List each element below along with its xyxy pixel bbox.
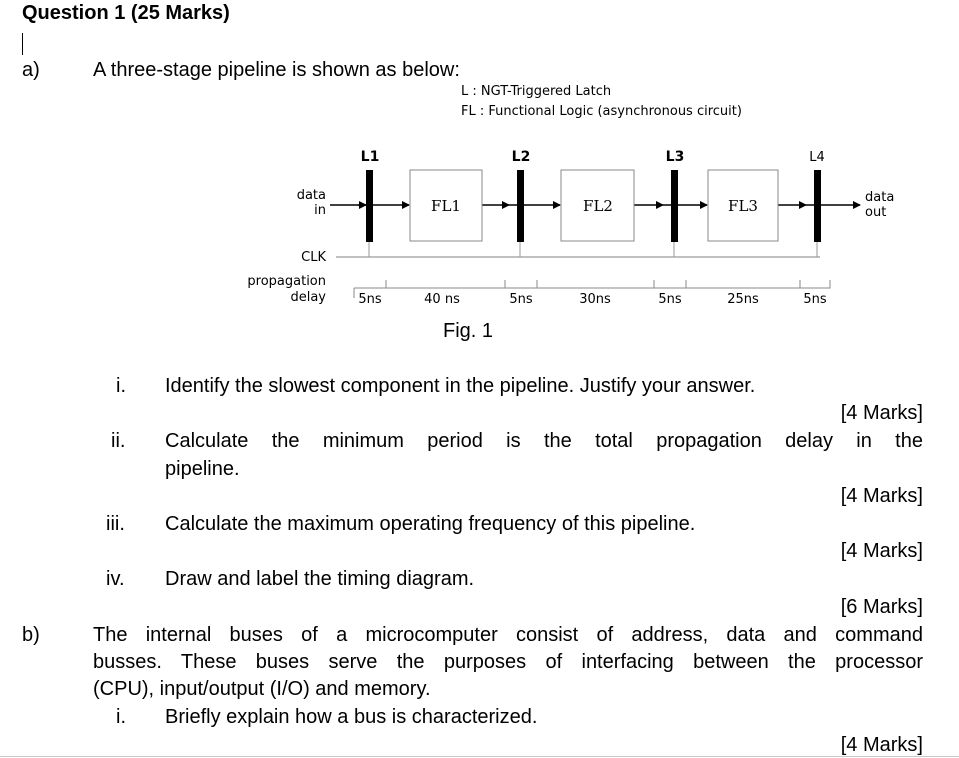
- data-in-label-2: in: [314, 203, 326, 218]
- item-a-iii-text: Calculate the maximum operating frequency of this pipeline.: [165, 513, 696, 535]
- item-a-i-number: i.: [116, 375, 126, 397]
- clk-label: CLK: [301, 250, 326, 265]
- part-a-intro: A three-stage pipeline is shown as below:: [93, 59, 460, 81]
- part-b-line-2: busses. These buses serve the purposes of interfacing between the processor: [93, 651, 923, 673]
- item-b-i-text: Briefly explain how a bus is characterized.: [165, 706, 538, 728]
- latch-label-l1: L1: [360, 149, 380, 165]
- item-a-ii-text-line1: Calculate the minimum period is the total propagation delay in the: [165, 430, 923, 452]
- block-fl3-label: FL3: [728, 197, 758, 215]
- part-b-label: b): [22, 624, 40, 646]
- latch-label-l3: L3: [665, 149, 685, 165]
- delay-l2: 5ns: [509, 292, 533, 307]
- item-a-i-text: Identify the slowest component in the pipeline. Justify your answer.: [165, 375, 756, 397]
- block-fl1-label: FL1: [431, 197, 461, 215]
- item-b-i-marks: [4 Marks]: [840, 734, 923, 756]
- legend-logic: FL : Functional Logic (asynchronous circuit): [461, 104, 742, 119]
- item-a-ii-number: ii.: [111, 430, 126, 452]
- data-out-label-2: out: [865, 205, 887, 220]
- item-a-i-marks: [4 Marks]: [840, 402, 923, 424]
- item-a-iii-marks: [4 Marks]: [840, 540, 923, 562]
- pipeline-diagram: [0, 0, 959, 345]
- item-b-i-number: i.: [116, 706, 126, 728]
- delay-l4: 5ns: [803, 292, 827, 307]
- item-a-iii-number: iii.: [106, 513, 125, 535]
- prop-label-2: delay: [290, 290, 326, 305]
- block-fl2: [561, 170, 634, 241]
- question-title: Question 1 (25 Marks): [22, 2, 230, 24]
- latch-l3: [663, 170, 687, 242]
- block-fl2-label: FL2: [583, 197, 613, 215]
- delay-fl3: 25ns: [727, 292, 759, 307]
- data-in-label-1: data: [296, 188, 326, 203]
- prop-label-1: propagation: [247, 274, 326, 289]
- delay-fl1: 40 ns: [424, 292, 460, 307]
- latch-l2: [509, 170, 533, 242]
- figure-caption: Fig. 1: [443, 320, 494, 342]
- part-b-line-3: (CPU), input/output (I/O) and memory.: [93, 678, 431, 700]
- item-a-iv-number: iv.: [106, 568, 125, 590]
- delay-l1: 5ns: [358, 292, 382, 307]
- data-out-label-1: data: [865, 190, 895, 205]
- item-a-iv-marks: [6 Marks]: [840, 596, 923, 618]
- delay-l3: 5ns: [658, 292, 682, 307]
- latch-label-l4: L4: [809, 150, 825, 165]
- item-a-ii-marks: [4 Marks]: [840, 485, 923, 507]
- latch-label-l2: L2: [511, 149, 531, 165]
- delay-fl2: 30ns: [579, 292, 611, 307]
- latch-l4: [806, 170, 830, 242]
- part-b-line-1: The internal buses of a microcomputer consist of address, data and command: [93, 624, 923, 646]
- latch-l1: [358, 170, 382, 242]
- block-fl1: [410, 170, 482, 241]
- part-a-label: a): [22, 59, 40, 81]
- item-a-ii-text-line2: pipeline.: [165, 458, 240, 480]
- clk-taps: [369, 242, 817, 257]
- block-fl3: [708, 170, 778, 241]
- item-a-iv-text: Draw and label the timing diagram.: [165, 568, 475, 590]
- legend-latch: L : NGT-Triggered Latch: [461, 84, 612, 99]
- page-bottom-rule: [0, 756, 959, 757]
